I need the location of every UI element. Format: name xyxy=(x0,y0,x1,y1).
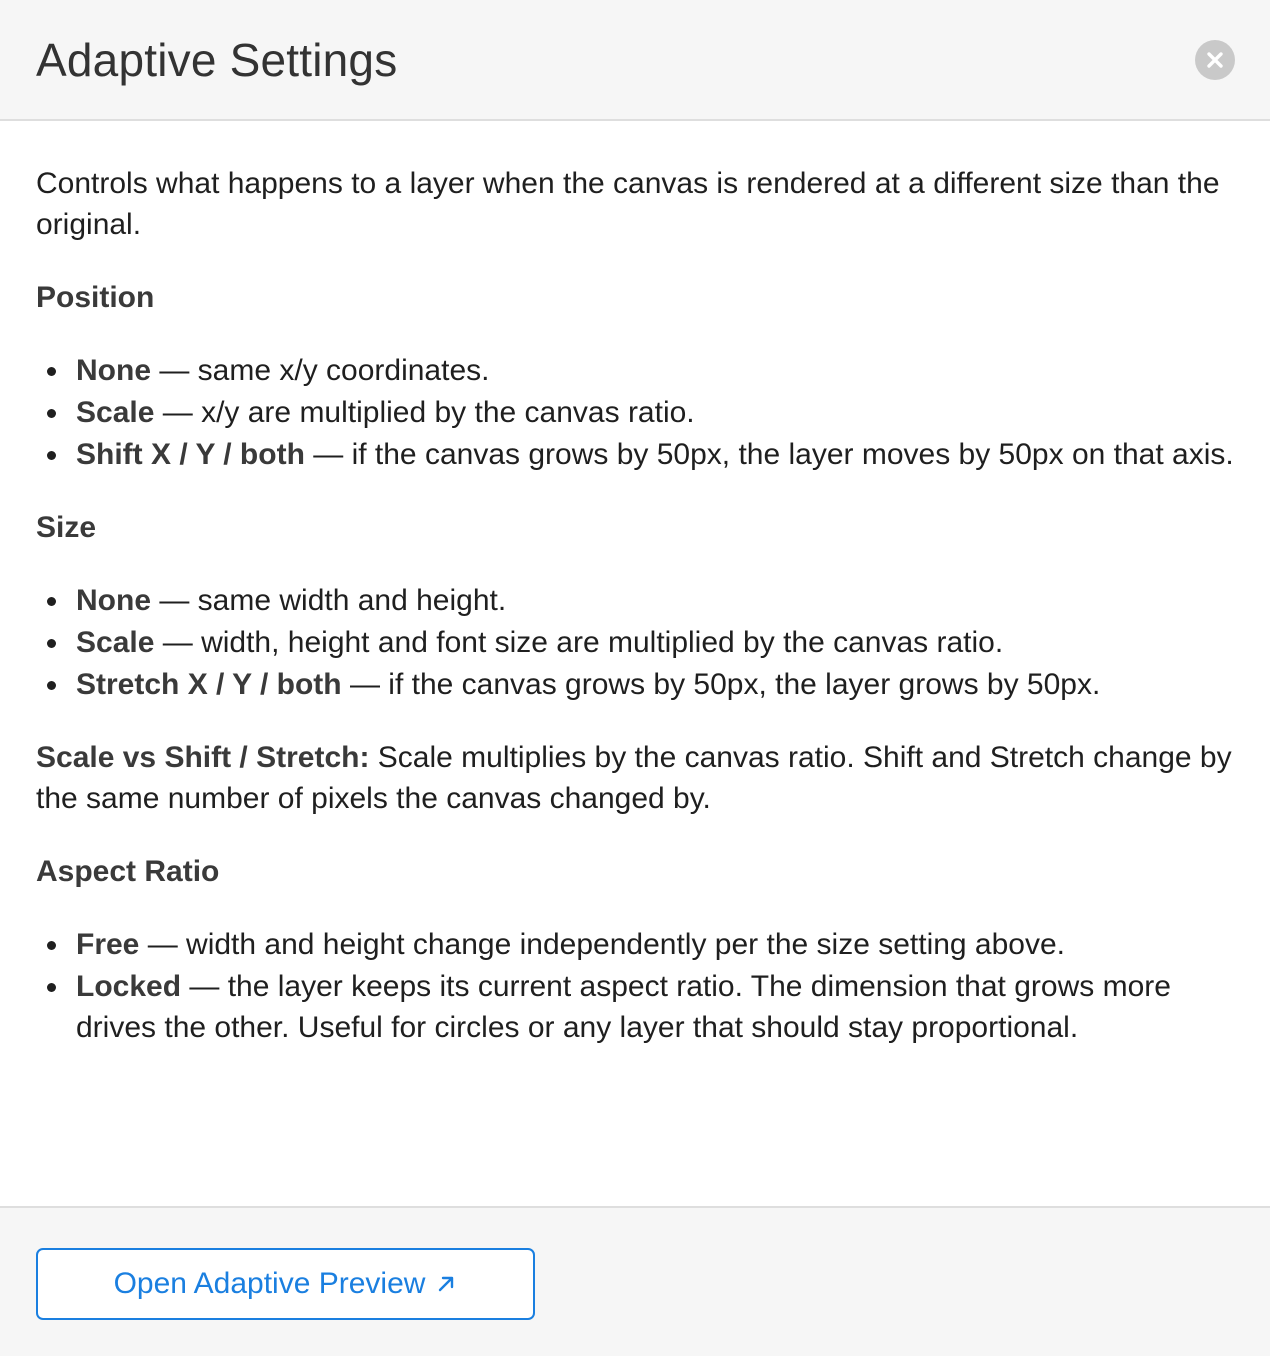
position-list xyxy=(36,350,1234,475)
aspect-ratio-heading: Aspect Ratio xyxy=(36,855,220,888)
item-term: Free xyxy=(76,928,140,961)
external-arrow-icon xyxy=(435,1273,457,1295)
item-desc: — same x/y coordinates. xyxy=(151,354,490,387)
item-term: Scale xyxy=(76,626,155,659)
list-item xyxy=(76,924,1234,965)
aspect-ratio-list xyxy=(36,924,1234,1048)
item-term: None xyxy=(76,584,151,617)
item-desc: — width and height change independently per the size setting above. xyxy=(139,928,1066,961)
list-item xyxy=(76,664,1234,705)
item-desc: — x/y are multiplied by the canvas ratio. xyxy=(154,396,695,429)
item-desc: — width, height and font size are multiplied by the canvas ratio. xyxy=(154,626,1004,659)
item-term: Stretch X / Y / both xyxy=(76,668,342,701)
open-adaptive-preview-button[interactable] xyxy=(36,1248,535,1320)
list-item xyxy=(76,966,1234,1048)
note-term: Scale vs Shift / Stretch: xyxy=(36,741,370,774)
list-item xyxy=(76,580,1234,621)
list-item xyxy=(76,350,1234,391)
position-heading: Position xyxy=(36,281,155,314)
preview-button-label: Open Adaptive Preview xyxy=(113,1267,426,1300)
item-desc: — the layer keeps its current aspect ratio. The dimension that grows more drives the other. Useful for circles or any layer that should stay proportional. xyxy=(76,970,1171,1044)
intro-text: Controls what happens to a layer when the canvas is rendered at a different size than the original. xyxy=(36,167,1220,241)
item-term: Scale xyxy=(76,396,155,429)
list-item xyxy=(76,434,1234,475)
size-list xyxy=(36,580,1234,705)
dialog-title: Adaptive Settings xyxy=(36,33,398,86)
item-desc: — if the canvas grows by 50px, the layer moves by 50px on that axis. xyxy=(304,438,1234,471)
close-button[interactable] xyxy=(1195,40,1235,80)
item-desc: — same width and height. xyxy=(151,584,507,617)
size-heading: Size xyxy=(36,511,97,544)
item-term: Shift X / Y / both xyxy=(76,438,305,471)
list-item xyxy=(76,392,1234,433)
dialog-body xyxy=(0,121,1270,1206)
dialog-header xyxy=(0,0,1270,121)
list-item xyxy=(76,622,1234,663)
note-desc: Scale multiplies by the canvas ratio. Shift and Stretch change by the same number of pixels the canvas changed by. xyxy=(36,741,1232,815)
item-term: Locked xyxy=(76,970,182,1003)
close-icon xyxy=(1206,51,1224,69)
item-desc: — if the canvas grows by 50px, the layer grows by 50px. xyxy=(341,668,1101,701)
item-term: None xyxy=(76,354,151,387)
dialog-footer xyxy=(0,1206,1270,1356)
scale-vs-shift-note xyxy=(36,737,1234,819)
